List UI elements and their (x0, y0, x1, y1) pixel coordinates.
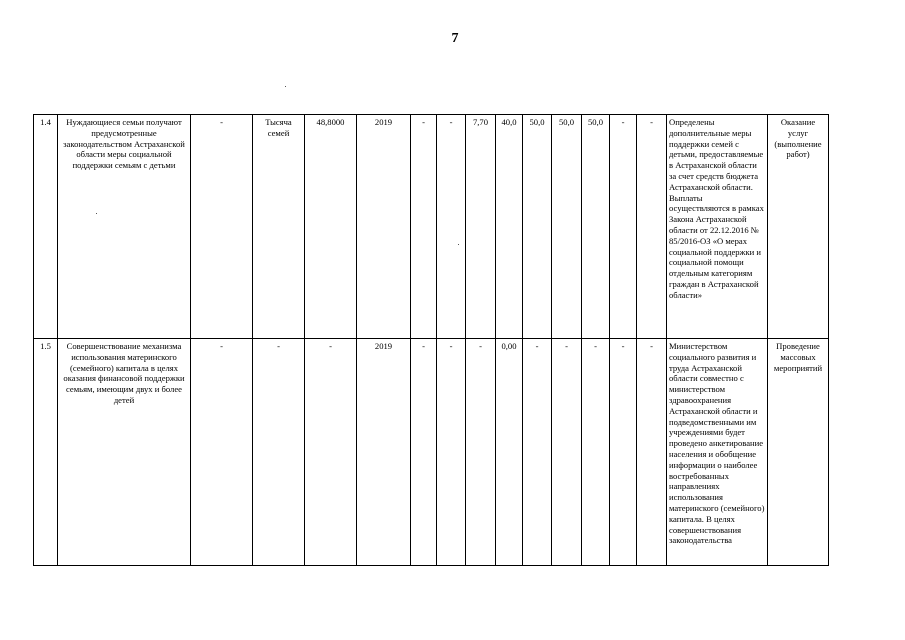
value-cell: 50,0 (523, 115, 552, 339)
value-cell: - (437, 115, 466, 339)
row-number: 1.4 (34, 115, 58, 339)
value-cell: - (552, 339, 582, 566)
measures-table (33, 114, 829, 566)
value-cell: - (191, 115, 253, 339)
page-number: 7 (451, 31, 459, 46)
value-cell: 7,70 (466, 115, 496, 339)
note-cell: Министерством социального развития и труда Астраханской области совместно с министерством здравоохранения Астраханской области и подведомственными им учреждениями будет проведено анкетирование населения и обобщение информации о наиболее востребованных направлениях использования материнского (семейного) капитала. В целях совершенствования законодательства (667, 339, 768, 566)
scan-speck (458, 244, 459, 245)
year-cell: 2019 (357, 115, 411, 339)
work-type-cell: Оказание услуг (выполнение работ) (768, 115, 829, 339)
value-cell: - (523, 339, 552, 566)
value-cell: 50,0 (582, 115, 610, 339)
unit-cell: - (253, 339, 305, 566)
value-cell: - (637, 339, 667, 566)
base-value-cell: 48,8000 (305, 115, 357, 339)
row-number: 1.5 (34, 339, 58, 566)
value-cell: - (411, 115, 437, 339)
scan-speck (285, 86, 286, 87)
base-value-cell: - (305, 339, 357, 566)
value-cell: - (610, 115, 637, 339)
table-row (34, 115, 829, 339)
value-cell: - (466, 339, 496, 566)
indicator-cell: Совершенствование механизма использования материнского (семейного) капитала в целях оказания финансовой поддержки семьям, имеющим двух и более детей (58, 339, 191, 566)
value-cell: 50,0 (552, 115, 582, 339)
value-cell: 40,0 (496, 115, 523, 339)
work-type-cell: Проведение массовых мероприятий (768, 339, 829, 566)
value-cell: 0,00 (496, 339, 523, 566)
scan-speck (96, 213, 97, 214)
value-cell: - (582, 339, 610, 566)
year-cell: 2019 (357, 339, 411, 566)
table-row (34, 339, 829, 566)
value-cell: - (637, 115, 667, 339)
indicator-cell: Нуждающиеся семьи получают предусмотренные законодательством Астраханской области меры социальной поддержки семьям с детьми (58, 115, 191, 339)
note-cell: Определены дополнительные меры поддержки семей с детьми, предоставляемые в Астраханской области за счет средств бюджета Астраханской области. Выплаты осуществляются в рамках Закона Астраханской области от 22.12.2016 № 85/2016-ОЗ «О мерах социальной поддержки и социальной помощи отдельным категориям граждан в Астраханской области» (667, 115, 768, 339)
value-cell: - (191, 339, 253, 566)
value-cell: - (610, 339, 637, 566)
value-cell: - (411, 339, 437, 566)
value-cell: - (437, 339, 466, 566)
unit-cell: Тысяча семей (253, 115, 305, 339)
